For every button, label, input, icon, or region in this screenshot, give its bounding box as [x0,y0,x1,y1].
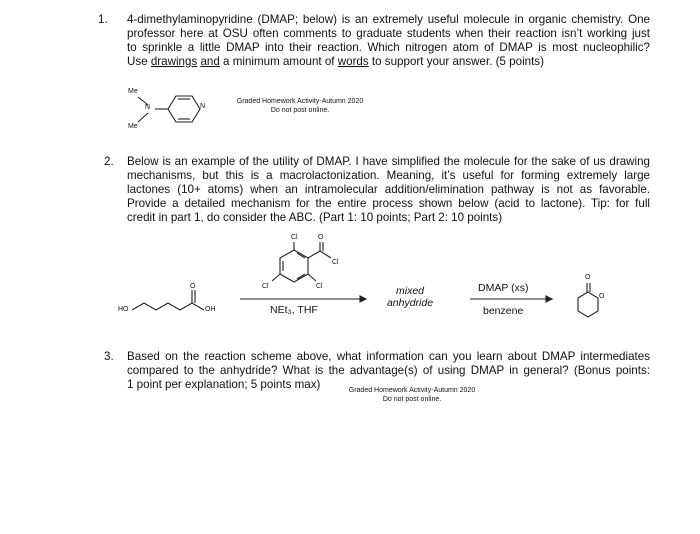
bond [308,251,320,258]
watermark-line: Graded Homework Activity-Autumn 2020 [236,98,364,105]
q1-number: 1. [98,13,108,26]
dmap-n-ring: N [200,103,206,110]
q2-line: Below is an example of the utility of DMAP. I have simplified the molecule for the sake of us drawing [127,155,650,168]
sm-ho: HO [118,306,129,313]
acid-cl-top: Cl [291,234,298,241]
q2-line: lactones (10+ atoms) when an intramolecular addition/elimination pathway is not as favorable. [127,183,650,196]
hydroxy-acid-chain [132,303,204,310]
q1-line-4: Use drawings and a minimum amount of words to support your answer. (5 points) [127,55,544,68]
lactone-ring [578,292,598,317]
q3-number: 3. [104,350,114,363]
q3-line: compared to the anhydride? What is the advantage(s) of using DMAP in general? (Bonus points: [127,364,650,377]
intermediate-label: mixed anhydride [386,285,434,309]
reagent-2-bottom: benzene [483,305,524,317]
product-o-ring: O [599,293,605,300]
arrow-head [546,296,552,302]
product-o-carbonyl: O [585,274,591,281]
dmap-me-top: Me [128,88,138,95]
dmap-n-amine: N [145,104,151,111]
watermark-line: Graded Homework Activity-Autumn 2020 [348,387,476,394]
acid-cl-right: Cl [316,283,323,290]
q3-line: 1 point per explanation; 5 points max) [127,378,321,391]
watermark-2 [327,386,497,404]
q2-line: mechanisms, but this is a macrolactonization. Meaning, it’s useful for forming extremely large [127,169,650,182]
underlined-and: and [200,55,220,68]
bond [272,274,280,281]
acid-cl-left: Cl [262,283,269,290]
bond [308,274,316,281]
dmap-me-bottom: Me [128,123,138,130]
underlined-words: words [337,55,369,68]
reagent-2-top: DMAP (xs) [478,282,529,294]
reagent-1-label: NEt₃, THF [270,304,318,316]
q1-line: 4-dimethylaminopyridine (DMAP; below) is an extremely useful molecule in organic chemistry. One [127,13,650,26]
underlined-drawings: drawings [150,55,198,68]
q3-line: Based on the reaction scheme above, what information can you learn about DMAP intermediates [127,350,650,363]
bond [320,251,331,258]
benzene-ring [280,250,308,282]
q1-line: professor here at OSU often comments to graduate students when their reaction isn’t working just [127,27,650,40]
q2-line: credit in part 1, do consider the ABC. (Part 1: 10 points; Part 2: 10 points) [127,211,503,224]
watermark-line: Do not post online. [270,107,330,114]
q2-line: Provide a detailed mechanism for the entire process shown below (acid to lactone). Tip: for full [127,197,650,210]
watermark-line: Do not post online. [382,396,442,403]
q2-number: 2. [104,155,114,168]
sm-oh: OH [205,306,216,313]
sm-o: O [190,283,196,290]
arrow-head [360,296,366,302]
acid-cl-carbonyl: Cl [332,259,339,266]
q1-line: to sprinkle a little DMAP into their reaction. Which nitrogen atom of DMAP is most nucleophilic? [127,41,650,54]
acid-o: O [318,234,324,241]
